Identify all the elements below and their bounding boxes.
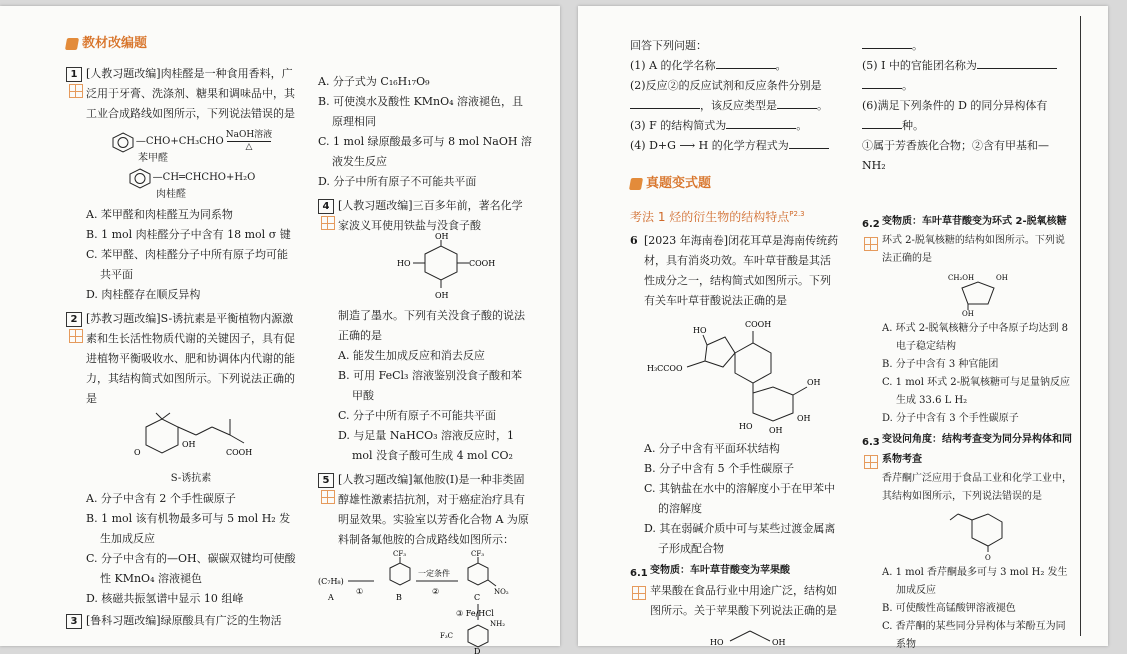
variant-tag: 变物质：车叶草苷酸变为苹果酸 <box>650 565 790 576</box>
option-b[interactable]: B. 可用 FeCl₃ 溶液鉴别没食子酸和苯甲酸 <box>338 369 522 402</box>
option-a[interactable]: A. 分子中含有 2 个手性碳原子 <box>86 492 236 505</box>
option-d[interactable]: D. 分子中所有原子不可能共平面 <box>318 175 477 188</box>
svg-text:OH: OH <box>435 291 449 300</box>
svg-text:OH: OH <box>182 440 196 449</box>
molecule-structure-icon <box>375 232 496 302</box>
synthesis-route <box>318 550 532 654</box>
question-number: 5 <box>318 473 334 488</box>
option-c[interactable]: C. 1 mol 绿原酸最多可与 8 mol NaOH 溶液发生反应 <box>318 135 532 168</box>
variant-tag: 变物质：车叶草苷酸变为环式 2-脱氧核糖 <box>882 216 1067 227</box>
question-stem: [苏教习题改编]S-诱抗素是平衡植物内源激素和生长活性物质代谢的关键因子，具有促进植物平衡吸收水、肥和协调体内代谢的能力，其结构简式如图所示。下列说法正确的是 <box>86 312 295 405</box>
option-d[interactable]: D. 分子中含有 3 个手性碳原子 <box>882 413 1019 424</box>
option-d[interactable]: D. 其在弱碱介质中可与某些过渡金属离子形成配合物 <box>644 522 836 555</box>
molecule-structure-icon <box>647 315 837 435</box>
question-number: 6.2 <box>862 219 880 230</box>
options-list <box>86 489 296 609</box>
svg-text:HO: HO <box>739 422 753 431</box>
option-d[interactable]: D. 与足量 NaHCO₃ 溶液反应时，1 mol 没食子酸可生成 4 mol CO₂ <box>338 429 515 462</box>
svg-text:OH: OH <box>797 414 811 423</box>
option-d[interactable]: D. 肉桂醛存在顺反异构 <box>86 288 201 301</box>
svg-text:D: D <box>474 647 481 654</box>
svg-text:OH: OH <box>772 638 786 647</box>
option-a[interactable]: A. 环式 2-脱氧核糖分子中各原子均达到 8 电子稳定结构 <box>882 323 1069 352</box>
molecule-structure-icon <box>932 272 1022 316</box>
question-number: 1 <box>66 67 82 82</box>
svg-text:③ Fe/HCl: ③ Fe/HCl <box>456 609 494 618</box>
answer-blank[interactable] <box>977 56 1057 69</box>
question-6-1 <box>630 561 840 651</box>
question-stem: 环式 2-脱氧核糖的结构如图所示。下列说法正确的是 <box>882 235 1065 264</box>
reaction-scheme: —CHO+CH₃CHO NaOH溶液 △ <box>86 130 296 153</box>
option-b[interactable]: B. 1 mol 肉桂醛分子中含有 18 mol σ 键 <box>86 228 291 241</box>
svg-text:HO: HO <box>710 638 724 647</box>
question-2 <box>66 309 296 609</box>
question-1: 1 [人教习题改编]肉桂醛是一种食用香料，广泛用于牙膏、洗涤剂、糖果和调味品中，其工业合成路线如图所示，下列说法错误的是 —CHO+CH₃CHO NaOH溶液 △ 苯甲醛 —CH═CHCHO+H₂O 肉桂醛 A. 苯甲醛和肉桂醛互为同系物 B. 1 mol 肉桂醛分子中含有 18 mol σ 键 C. 苯甲醛、肉桂醛分子中所有原子均可能共平面 D. 肉桂醛存在顺反异构 <box>66 64 296 305</box>
option-b[interactable]: B. 可使溴水及酸性 KMnO₄ 溶液褪色，且原理相同 <box>318 95 524 128</box>
option-c[interactable]: C. 其钠盐在水中的溶解度小于在甲苯中的溶解度 <box>644 482 836 515</box>
answer-blank[interactable] <box>716 56 776 69</box>
option-c[interactable]: C. 分子中所有原子不可能共平面 <box>338 409 497 422</box>
answer-blank[interactable] <box>862 116 902 129</box>
question-number: 6 <box>630 234 638 247</box>
question-number: 3 <box>66 614 82 629</box>
options-list <box>338 346 532 466</box>
variant-tag: 变设问角度：结构考查变为同分异构体和同系物考查 <box>882 434 1072 465</box>
left-column-1 <box>66 34 296 631</box>
right-page <box>578 6 1108 650</box>
question-stem: [2023 年海南卷]闭花耳草是海南传统药材，具有消炎功效。车叶草苷酸是其活性成分之一，结构简式如图所示。下列有关车叶草苷酸说法正确的是 <box>644 234 839 307</box>
svg-text:O: O <box>134 448 141 457</box>
option-a[interactable]: A. 分子式为 C₁₆H₁₇O₉ <box>318 75 430 88</box>
page-edge-line <box>1080 16 1081 636</box>
grid-icon <box>321 490 335 504</box>
grid-icon <box>69 329 83 343</box>
question-6-3 <box>862 430 1072 654</box>
option-c[interactable]: C. 分子中含有的—OH、碳碳双键均可使酸性 KMnO₄ 溶液褪色 <box>86 552 296 585</box>
svg-text:CF₃: CF₃ <box>393 550 407 558</box>
svg-text:HO: HO <box>397 259 411 268</box>
svg-text:一定条件: 一定条件 <box>418 569 450 578</box>
section-mark-icon <box>65 38 79 50</box>
option-b[interactable]: B. 1 mol 该有机物最多可与 5 mol H₂ 发生加成反应 <box>86 512 291 545</box>
grid-icon <box>632 586 646 600</box>
svg-text:CH₂OH: CH₂OH <box>948 274 975 282</box>
answer-blank[interactable] <box>726 116 796 129</box>
structure-label: S-诱抗素 <box>170 473 212 484</box>
svg-text:①: ① <box>356 587 364 596</box>
svg-text:COOH: COOH <box>226 448 253 457</box>
svg-text:H₃CCOO: H₃CCOO <box>647 364 683 373</box>
options-list <box>882 320 1072 428</box>
question-stem: 苹果酸在食品行业中用途广泛，结构如图所示。关于苹果酸下列说法正确的是 <box>650 584 837 617</box>
left-page <box>0 6 560 654</box>
question-number: 6.1 <box>630 568 648 579</box>
svg-text:A: A <box>328 593 334 602</box>
kaofa-heading: 考法 1 烃的衍生物的结构特点$^{P2.3}$ <box>630 210 805 224</box>
option-b[interactable]: B. 可使酸性高锰酸钾溶液褪色 <box>882 603 1016 614</box>
synthesis-route-diagram <box>318 550 532 654</box>
benzaldehyde-label: 苯甲醛 <box>138 153 168 164</box>
section-title: 真题变式题 <box>630 174 840 194</box>
option-a[interactable]: A. 能发生加成反应和消去反应 <box>338 349 485 362</box>
question-3-start: 3 [鲁科习题改编]绿原酸具有广泛的生物活 <box>66 611 296 631</box>
question-number: 4 <box>318 199 334 214</box>
right-column-2: 。 (5) I 中的官能团名称为 。 (6)满足下列条件的 D 的同分异构体有 种。 ①属于芳香族化合物；②含有甲基和—NH₂ 6.2 变物质：车叶草苷酸变为环式 2-脱氧核糖 环式 2-脱氧核糖的结构如图所示。下列说法正确的是 CH₂OH OH OH A. 环式 2-脱氧核糖分子中各原子均达到 8 电子稳定结构 B. 分子中含有 3 种官能团 C. 1 mol 环式 2-脱氧核糖可与足量钠反应生成 33.6 L H₂ D. 分子中含有 3 个手性碳原子 6.3 变设问角度：结构考查变为同分异构体和同系物考查 香芹酮广泛应用于食品工业和化学工业中，其结构如图所示，下列说法错误的是 O A. 1 mol 香芹酮最多可与 3 mol H₂ 发生加成反应 B. 可使酸性高锰酸钾溶液褪色 C. 香芹酮的某些同分异构体与苯酚互为同系物 <box>862 36 1072 654</box>
option-a[interactable]: A. 1 mol 香芹酮最多可与 3 mol H₂ 发生加成反应 <box>882 567 1068 596</box>
malic-acid-structure <box>710 621 830 651</box>
question-6-2 <box>862 212 1072 428</box>
svg-text:OH: OH <box>435 232 449 241</box>
question-stem: 香芹酮广泛应用于食品工业和化学工业中，其结构如图所示，下列说法错误的是 <box>882 473 1072 502</box>
svg-text:CF₃: CF₃ <box>471 550 485 558</box>
question-stem: [人教习题改编]肉桂醛是一种食用香料，广泛用于牙膏、洗涤剂、糖果和调味品中，其工业合成路线如图所示，下列说法错误的是 <box>86 67 295 120</box>
section-title: 教材改编题 <box>66 34 296 54</box>
section-mark-icon <box>629 178 643 190</box>
option-c[interactable]: C. 香芹酮的某些同分异构体与苯酚互为同系物 <box>882 621 1066 650</box>
svg-text:B: B <box>396 593 402 602</box>
svg-text:COOH: COOH <box>469 259 496 268</box>
right-column-1: 回答下列问题： (1) A 的化学名称 。 (2)反应②的反应试剂和反应条件分别是 ，该反应类型是 。 (3) F 的结构简式为 。 (4) D+G ⟶ H 的化学方程式为 真题变式题 考法 1 烃的衍生物的结构特点$^{P2.3}$ 6 [2023 年海南卷]闭花耳草是海南传统药材，具有消炎功效。车叶草苷酸是其活性成分之一，结构简式如图所示。下列有关车叶草苷酸说法正确的是 HO COOH H₃CCOO OH OH HO OH A. 分子中含有平面环状结构 B. 分子中含有 5 个手性碳原子 C. 其钠盐在水中的溶解度小于在甲苯中的溶解度 D. 其在弱碱介质中可与某些过渡金属离子形成配合物 6.1 变物质：车叶草苷酸变为苹果酸 苹果酸在食品行业中用途广泛，结构如图所示。关于苹果酸下列说法正确的是 HO OH <box>630 36 840 651</box>
grid-icon <box>321 216 335 230</box>
question-number: 2 <box>66 312 82 327</box>
svg-text:OH: OH <box>962 310 974 318</box>
benzene-ring-icon <box>127 167 153 189</box>
svg-text:COOH: COOH <box>745 320 772 329</box>
option-a[interactable]: A. 分子中含有平面环状结构 <box>644 442 780 455</box>
option-b[interactable]: B. 分子中含有 3 种官能团 <box>882 359 999 370</box>
grid-icon <box>69 84 83 98</box>
answer-blank[interactable] <box>777 96 817 109</box>
answer-blank[interactable] <box>862 76 902 89</box>
molecule-structure-icon <box>126 413 256 469</box>
svg-text:NO₂: NO₂ <box>494 588 509 596</box>
s-abscisic-acid-structure <box>86 413 296 469</box>
answer-blank[interactable] <box>630 96 700 109</box>
options-list <box>86 205 296 305</box>
answer-blank[interactable] <box>789 136 829 149</box>
svg-text:②: ② <box>432 587 440 596</box>
option-b[interactable]: B. 分子中含有 5 个手性碳原子 <box>644 462 795 475</box>
option-c[interactable]: C. 1 mol 环式 2-脱氧核糖可与足量钠反应生成 33.6 L H₂ <box>882 377 1070 406</box>
option-a[interactable]: A. 苯甲醛和肉桂醛互为同系物 <box>86 208 233 221</box>
svg-text:OH: OH <box>769 426 783 435</box>
svg-text:O: O <box>985 554 991 562</box>
option-c[interactable]: C. 苯甲醛、肉桂醛分子中所有原子均可能共平面 <box>86 248 289 281</box>
question-6 <box>630 231 840 559</box>
deoxyribose-structure <box>882 272 1072 316</box>
options-list <box>882 564 1072 654</box>
left-column-2 <box>318 72 532 654</box>
benzene-ring-icon <box>110 131 136 153</box>
cinnamaldehyde-label: 肉桂醛 <box>156 189 186 200</box>
gallic-acid-structure <box>338 232 532 302</box>
svg-text:C: C <box>474 593 481 602</box>
question-4: 4 [人教习题改编]三百多年前，著名化学家波义耳使用铁盐与没食子酸 OH HO COOH OH 制造了墨水。下列有关没食子酸的说法正确的是 A. 能发生加成反应和消去反应 B. 可用 FeCl₃ 溶液鉴别没食子酸和苯甲酸 C. 分子中所有原子不可能共平面 D. 与足量 NaHCO₃ 溶液反应时，1 mol 没食子酸可生成 4 mol CO₂ <box>318 196 532 466</box>
options-list <box>644 439 840 559</box>
carvone-structure <box>882 510 1072 560</box>
option-d[interactable]: D. 核磁共振氢谱中显示 10 组峰 <box>86 592 244 605</box>
question-5: 5 [人教习题改编]氟他胺(I)是一种非类固醇雄性激素拮抗剂，对于癌症治疗具有明显效果。实验室以芳香化合物 A 为原料制备氟他胺的合成路线如图所示： <box>318 470 532 550</box>
grid-icon <box>864 455 878 469</box>
svg-text:OH: OH <box>807 378 821 387</box>
svg-text:NH₂: NH₂ <box>490 620 506 628</box>
answer-blank[interactable] <box>862 36 912 49</box>
svg-text:(C₇H₈): (C₇H₈) <box>318 577 344 586</box>
molecule-structure-icon <box>932 510 1022 560</box>
question-number: 6.3 <box>862 437 880 448</box>
svg-text:OH: OH <box>996 274 1008 282</box>
asperulosidic-acid-structure <box>644 315 840 435</box>
svg-text:HO: HO <box>693 326 707 335</box>
svg-text:F₃C: F₃C <box>440 632 454 640</box>
question-3-options <box>318 72 532 192</box>
grid-icon <box>864 237 878 251</box>
